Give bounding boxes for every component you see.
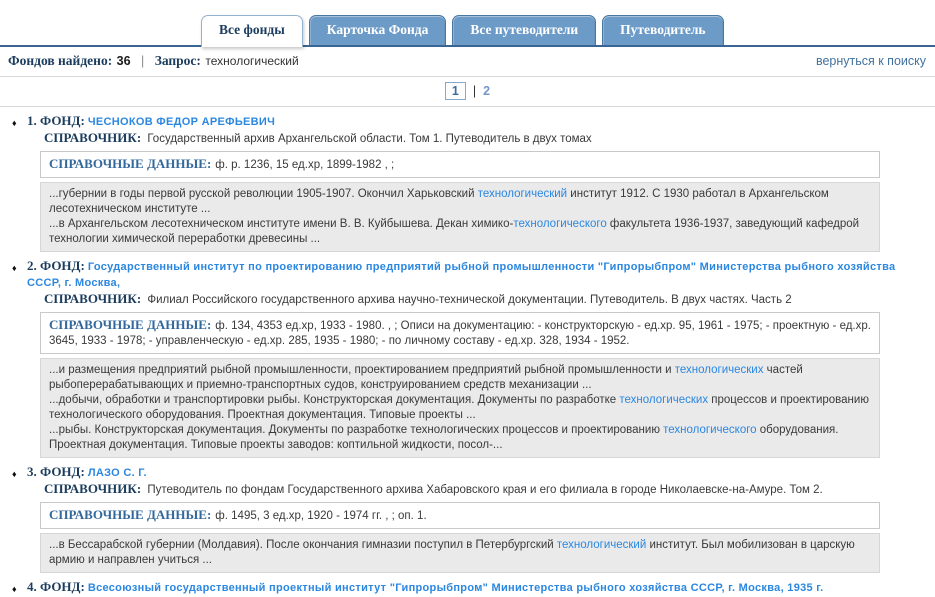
guide-label: СПРАВОЧНИК:: [44, 130, 142, 145]
guide-line: [27, 291, 935, 308]
query-highlight: технологический: [556, 539, 647, 551]
guide-line: [27, 130, 935, 147]
fund-link[interactable]: Всесоюзный государственный проектный институт "Гипрорыбпром" Министерства рыбного хозяйства СССР, г. Москва, 1935 г.: [87, 582, 824, 594]
snippet-text: факультета 1936-1937, заведующий кафедрой технологии химической переработки древесины ...: [49, 218, 860, 245]
snippet-box: [40, 182, 880, 252]
fund-label: 3. ФОНД:: [27, 464, 85, 479]
snippet-paragraph: [49, 538, 871, 568]
guide-text: Путеводитель по фондам Государственного архива Хабаровского края и его филиала в городе Николаевске-на-Амуре. Том 2.: [144, 484, 823, 496]
result-item: [12, 113, 935, 252]
tab-bar: [0, 0, 935, 47]
result-title-line: [12, 113, 935, 130]
result-title-line: [12, 464, 935, 481]
bullet-icon: ♦: [12, 584, 17, 594]
reference-data-label: СПРАВОЧНЫЕ ДАННЫЕ:: [49, 507, 212, 522]
guide-text: Филиал Российского государственного архива научно-технической документации. Путеводитель. В двух частях. Часть 2: [144, 294, 792, 306]
result-title-line: [12, 258, 935, 291]
reference-data-box: [40, 502, 880, 529]
fund-link[interactable]: ЧЕСНОКОВ ФЕДОР АРЕФЬЕВИЧ: [87, 116, 276, 128]
query-highlight: технологических: [619, 394, 709, 406]
snippet-paragraph: [49, 363, 871, 393]
results-header: [0, 47, 935, 77]
reference-data-box: [40, 312, 880, 354]
snippet-text: ...и размещения предприятий рыбной промышленности, проектированием предприятий рыбной промышленности и: [49, 364, 675, 376]
bullet-icon: ♦: [12, 263, 17, 273]
query-highlight: технологический: [477, 188, 568, 200]
reference-data-label: СПРАВОЧНЫЕ ДАННЫЕ:: [49, 317, 212, 332]
page-current: 1: [445, 82, 466, 100]
fund-label: 4. ФОНД:: [27, 579, 85, 594]
results-summary: [8, 52, 299, 70]
reference-data-text: ф. р. 1236, 15 ед.хр, 1899-1982 , ;: [215, 159, 395, 171]
pagination: [0, 77, 935, 107]
snippet-text: ...губернии в годы первой русской революции 1905-1907. Окончил Харьковский: [49, 188, 478, 200]
snippet-paragraph: [49, 217, 871, 247]
fund-link[interactable]: Государственный институт по проектированию предприятий рыбной промышленности "Гипрорыбпром" Министерства рыбного хозяйства СССР, г. Москва,: [27, 261, 896, 289]
summary-separator: |: [141, 54, 145, 68]
fund-link[interactable]: ЛАЗО С. Г.: [87, 467, 147, 479]
page-separator: |: [472, 84, 477, 98]
snippet-text: ...в Архангельском лесотехническом институте имени В. В. Куйбышева. Декан химико-: [49, 218, 514, 230]
snippet-text: частей рыбоперерабатывающих и приемно-транспортных судов, конструированием средств механизации ...: [49, 364, 803, 391]
snippet-paragraph: [49, 423, 871, 453]
tab-2[interactable]: Карточка Фонда: [309, 15, 447, 45]
bullet-icon: ♦: [12, 118, 17, 128]
query-highlight: технологического: [513, 218, 607, 230]
query-label: Запрос:: [154, 53, 201, 68]
snippet-text: институт. Был мобилизован в царскую армию и направлен учиться ...: [49, 539, 855, 566]
reference-data-text: ф. 1495, 3 ед.хр, 1920 - 1974 гг. , ; оп. 1.: [215, 510, 427, 522]
snippet-paragraph: [49, 187, 871, 217]
snippet-paragraph: [49, 393, 871, 423]
result-item: [12, 579, 935, 596]
fund-label: 1. ФОНД:: [27, 113, 85, 128]
found-count: 36: [116, 54, 131, 68]
tab-4[interactable]: Путеводитель: [602, 15, 723, 45]
reference-data-text: ф. 134, 4353 ед.хр, 1933 - 1980. , ; Описи на документацию: - конструкторскую - ед.хр. 95, 1961 - 1975; - проектную - ед.хр. 3645, 1933 - 1978; - управленческую - ед.хр. 285, 1935 - 1980; - по личному составу - ед.хр. 328, 1934 - 1952.: [49, 320, 871, 347]
snippet-box: [40, 358, 880, 458]
result-title-line: [12, 579, 935, 596]
snippet-text: ...добычи, обработки и транспортировки рыбы. Конструкторская документация. Документы по разработке: [49, 394, 620, 406]
tab-1[interactable]: Все фонды: [201, 15, 303, 47]
guide-text: Государственный архив Архангельской области. Том 1. Путеводитель в двух томах: [144, 133, 592, 145]
query-value: технологический: [205, 54, 299, 68]
fund-label: 2. ФОНД:: [27, 258, 85, 273]
result-item: [12, 464, 935, 573]
snippet-text: ...в Бессарабской губернии (Молдавия). После окончания гимназии поступил в Петербургский: [49, 539, 557, 551]
bullet-icon: ♦: [12, 469, 17, 479]
snippet-text: институт 1912. С 1930 работал в Архангельском лесотехническом институте ...: [49, 188, 829, 215]
page-link-2[interactable]: 2: [483, 84, 491, 98]
snippet-text: ...рыбы. Конструкторская документация. Документы по разработке технологических процессов и проектированию: [49, 424, 664, 436]
query-highlight: технологических: [674, 364, 764, 376]
result-item: [12, 258, 935, 458]
snippet-text: оборудования. Проектная документация. Типовые проекты заводов: коптильной жидкости, посол-...: [49, 424, 839, 451]
results-list: [0, 107, 935, 596]
snippet-text: процессов и проектированию технологического оборудования. Проектная документация. Типовые проекты ...: [49, 394, 869, 421]
guide-line: [27, 481, 935, 498]
query-highlight: технологического: [663, 424, 757, 436]
back-to-search-link[interactable]: вернуться к поиску: [815, 54, 926, 68]
reference-data-label: СПРАВОЧНЫЕ ДАННЫЕ:: [49, 156, 212, 171]
guide-label: СПРАВОЧНИК:: [44, 291, 142, 306]
found-label: Фондов найдено:: [8, 53, 113, 68]
tab-3[interactable]: Все путеводители: [452, 15, 596, 45]
reference-data-box: [40, 151, 880, 178]
snippet-box: [40, 533, 880, 573]
guide-label: СПРАВОЧНИК:: [44, 481, 142, 496]
